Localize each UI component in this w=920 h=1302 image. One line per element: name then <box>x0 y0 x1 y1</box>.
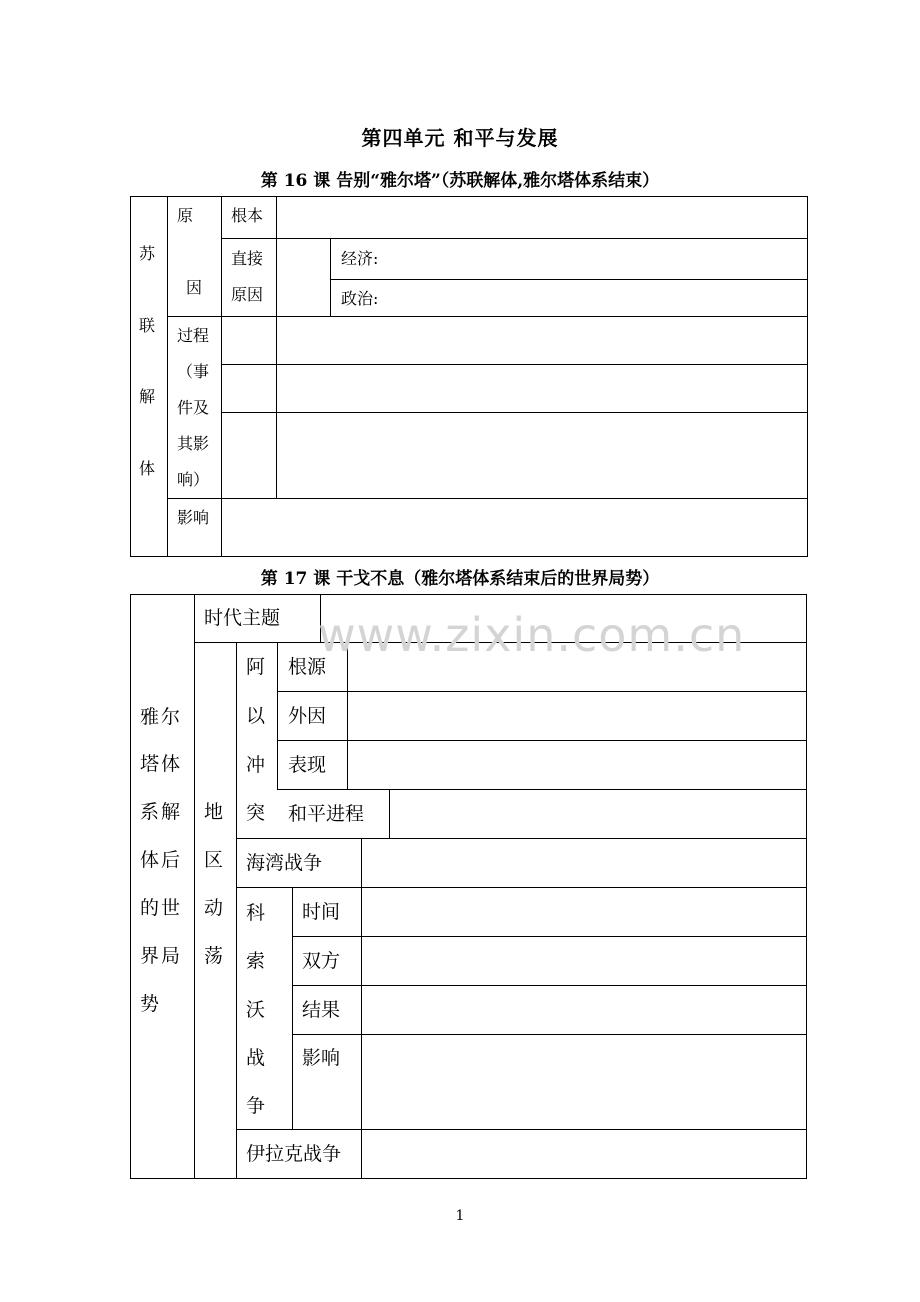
kosovo-label: 战 <box>246 1047 266 1069</box>
group-char: 解 <box>139 387 156 406</box>
process-label: 过程 <box>177 326 210 345</box>
watermark: www.zixin.com.cn <box>318 608 746 662</box>
page-number: 1 <box>455 1208 465 1224</box>
region-label: 区 <box>204 849 224 871</box>
table-line <box>292 936 807 937</box>
era-theme-label: 时代主题 <box>204 607 281 629</box>
table-line <box>361 838 362 1179</box>
region-label: 地 <box>204 801 224 823</box>
kosovo-label: 沃 <box>246 999 266 1021</box>
arab-israeli-label: 阿 <box>246 656 266 678</box>
table-line <box>221 196 222 557</box>
arab-israeli-label: 以 <box>246 705 266 727</box>
table-line <box>236 642 237 1179</box>
external-label: 外因 <box>288 705 327 727</box>
group-char: 体 <box>139 459 156 478</box>
kosovo-label: 索 <box>246 950 266 972</box>
table-line <box>221 238 808 239</box>
table-line <box>292 1034 807 1035</box>
table-line <box>389 789 390 839</box>
table-line <box>292 887 293 1130</box>
process-label: （事 <box>177 362 210 381</box>
arab-israeli-label: 冲 <box>246 754 266 776</box>
economy-label: 经济: <box>341 249 379 268</box>
cause-label: 因 <box>186 278 203 297</box>
table-line <box>130 594 131 1179</box>
table-line <box>221 364 808 365</box>
group-label: 塔体 <box>140 753 183 775</box>
process-label: 件及 <box>177 398 210 417</box>
cause-label: 原 <box>177 206 194 225</box>
manifest-label: 表现 <box>288 754 327 776</box>
group-label: 界局 <box>140 945 183 967</box>
direct-cause-label: 原因 <box>231 285 264 304</box>
iraq-war-label: 伊拉克战争 <box>246 1143 342 1165</box>
table-line <box>130 556 808 557</box>
lesson17-title: 第 17 课 干戈不息（雅尔塔体系结束后的世界局势） <box>260 569 660 589</box>
group-char: 苏 <box>139 244 156 263</box>
group-label: 体后 <box>140 849 183 871</box>
process-label: 响） <box>177 470 210 489</box>
table-line <box>277 691 807 692</box>
table-line <box>130 1178 807 1179</box>
unit-title: 第四单元 和平与发展 <box>361 126 559 150</box>
table-line <box>130 196 808 197</box>
politics-label: 政治: <box>341 289 379 308</box>
direct-cause-label: 直接 <box>231 249 264 268</box>
table-line <box>807 196 808 557</box>
region-label: 动 <box>204 897 224 919</box>
table-line <box>167 196 168 557</box>
table-line <box>347 642 348 790</box>
table-line <box>277 740 807 741</box>
table-line <box>330 238 331 317</box>
group-label: 的世 <box>140 897 183 919</box>
influence-label: 影响 <box>302 1047 341 1069</box>
table-line <box>276 196 277 317</box>
group-label: 势 <box>140 993 162 1015</box>
region-label: 荡 <box>204 945 224 967</box>
table-line <box>167 498 808 499</box>
kosovo-label: 科 <box>246 902 266 924</box>
table-line <box>221 412 808 413</box>
table-line <box>130 196 131 557</box>
kosovo-label: 争 <box>246 1095 266 1117</box>
parties-label: 双方 <box>302 950 341 972</box>
group-label: 系解 <box>140 801 183 823</box>
table-line <box>277 789 807 790</box>
table-line <box>236 887 807 888</box>
influence-label: 影响 <box>177 508 210 527</box>
root-label: 根源 <box>288 656 327 678</box>
group-char: 联 <box>139 316 156 335</box>
peace-process-label: 和平进程 <box>288 803 365 825</box>
time-label: 时间 <box>302 901 341 923</box>
arab-israeli-label: 突 <box>246 802 266 824</box>
result-label: 结果 <box>302 999 341 1021</box>
lesson16-title: 第 16 课 告别“雅尔塔”（苏联解体,雅尔塔体系结束） <box>260 171 660 191</box>
process-label: 其影 <box>177 434 210 453</box>
table-line <box>167 316 808 317</box>
table-line <box>194 594 195 1179</box>
table-line <box>277 642 278 790</box>
table-line <box>236 838 807 839</box>
table-line <box>276 316 277 498</box>
root-cause-label: 根本 <box>231 206 264 225</box>
group-label: 雅尔 <box>140 706 183 728</box>
gulf-war-label: 海湾战争 <box>246 852 323 874</box>
table-line <box>330 279 808 280</box>
table-line <box>292 985 807 986</box>
table-line <box>130 594 807 595</box>
table-line <box>236 1129 807 1130</box>
